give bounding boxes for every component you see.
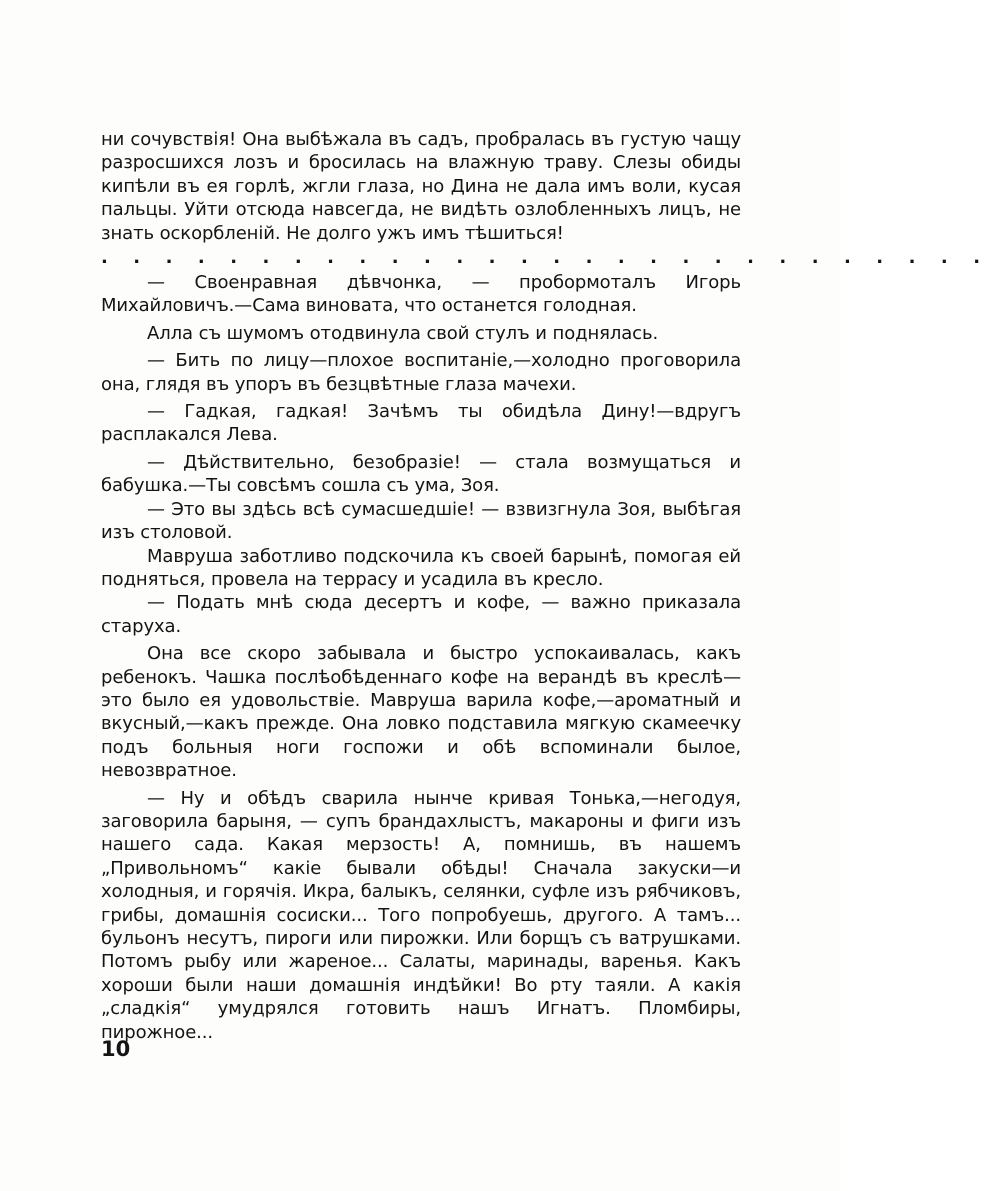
paragraph-5: — Гадкая, гадкая! Зачѣмъ ты обидѣла Дину!—вдругъ расплакался Лева.	[101, 401, 741, 446]
paragraph-2: — Своенравная дѣвчонка, — пробормоталъ Игорь Михайловичъ.—Сама виновата, что останется голодная.	[101, 272, 741, 317]
paragraph-1: ни сочувствія! Она выбѣжала въ садъ, пробралась въ густую чащу разросшихся лозъ и бросилась на влажную траву. Слезы обиды кипѣли въ ея горлѣ, жгли глаза, но Дина не дала имъ воли, кусая пальцы. Уйти отсюда навсегда, не видѣть озлобленныхъ лицъ, не знать оскорбленій. Не долго ужъ имъ тѣшиться!	[101, 129, 741, 244]
paragraph-3: Алла съ шумомъ отодвинула свой стулъ и поднялась.	[147, 322, 659, 344]
paragraph-9: — Подать мнѣ сюда десертъ и кофе, — важно приказала старуха.	[101, 592, 741, 637]
paragraph-6: — Дѣйствительно, безобразіе! — стала возмущаться и бабушка.—Ты совсѣмъ сошла съ ума, Зоя.	[101, 451, 741, 497]
body-text	[101, 128, 990, 1044]
paragraph-11: — Ну и обѣдъ сварила нынче кривая Тонька,—негодуя, заговорила барыня, — супъ брандахлыстъ, макароны и фиги изъ нашего сада. Какая мерзость! А, помнишь, въ нашемъ „Привольномъ“ какіе бывали обѣды! Сначала закуски—и холодныя, и горячія. Икра, балыкъ, селянки, суфле изъ рябчиковъ, грибы, домашнія сосиски... Того попробуешь, другого. А тамъ... бульонъ несутъ, пироги или пирожки. Или борщъ съ ватрушками. Потомъ рыбу или жареное... Салаты, маринады, варенья. Какъ хороши были наши домашнія индѣйки! Во рту таяли. А какія „сладкія“ умудрялся готовить нашъ Игнатъ. Пломбиры, пирожное...	[101, 787, 741, 1043]
paragraph-4: — Бить по лицу—плохое воспитаніе,—холодно проговорила она, глядя въ упоръ въ безцвѣтные глаза мачехи.	[101, 350, 741, 395]
section-break-dots: . . . . . . . . . . . . . . . . . . . . . . . . . . . .	[101, 247, 990, 269]
paragraph-7: — Это вы здѣсь всѣ сумасшедшіе! — взвизгнула Зоя, выбѣгая изъ столовой.	[101, 498, 741, 544]
paragraph-10: Она все скоро забывала и быстро успокаивалась, какъ ребенокъ. Чашка послѣобѣденнаго кофе на верандѣ въ креслѣ—это было ея удовольствіе. Мавруша варила кофе,—ароматный и вкусный,—какъ прежде. Она ловко подставила мягкую скамеечку подъ больныя ноги госпожи и обѣ вспоминали былое, невозвратное.	[101, 643, 741, 782]
paragraph-8: Мавруша заботливо подскочила къ своей барынѣ, помогая ей подняться, провела на террасу и усадила въ кресло.	[101, 545, 741, 590]
page-number: 10	[101, 1037, 131, 1061]
